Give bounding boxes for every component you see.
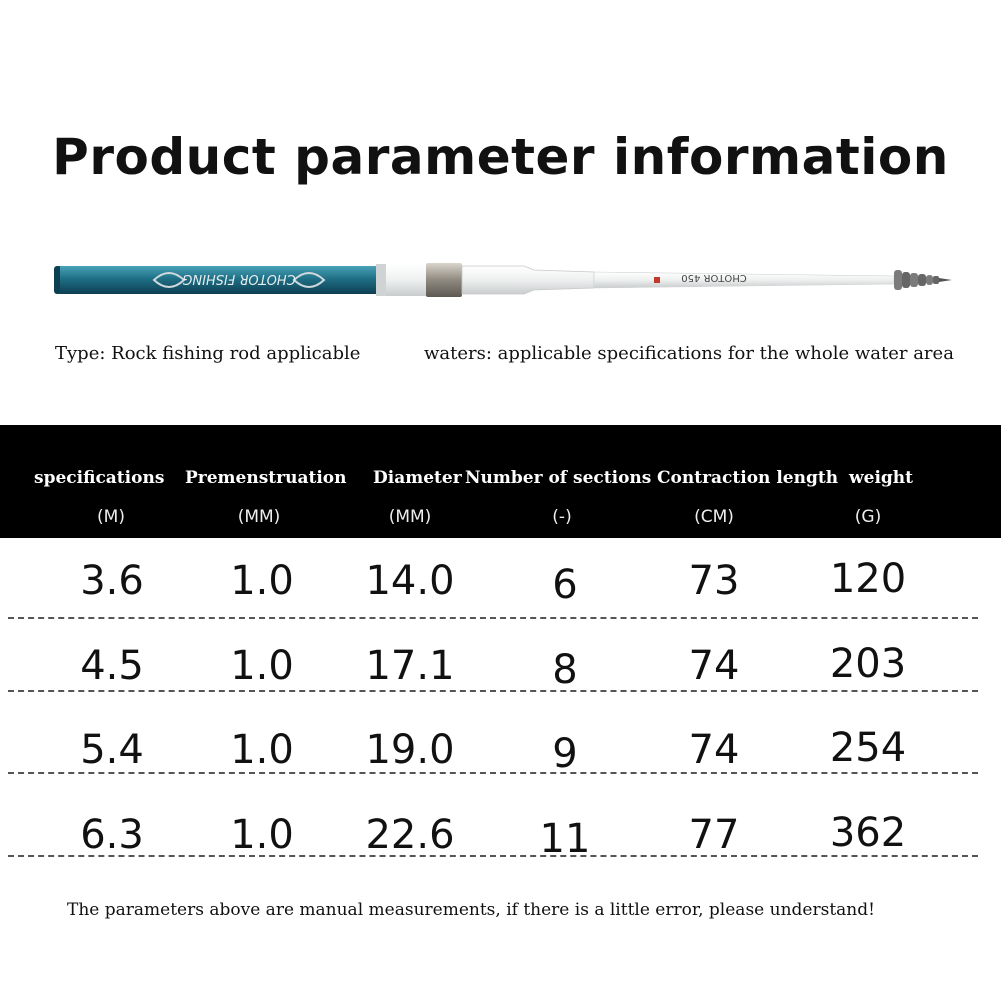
header-contraction-length: Contraction length [657, 468, 839, 488]
cell-spec-row3: 5.4 [80, 727, 144, 773]
page-title: Product parameter information [52, 128, 949, 186]
cell-diameter-row3: 19.0 [365, 727, 455, 773]
cell-sections-row3: 9 [552, 731, 578, 777]
cell-diameter-row2: 17.1 [365, 643, 455, 689]
cell-contraction-row4: 77 [688, 812, 740, 858]
row-divider [8, 617, 978, 619]
cell-weight-row1: 120 [829, 556, 907, 602]
rod-model-text: CHOTOR 450 [681, 272, 747, 283]
cell-diameter-row4: 22.6 [365, 812, 455, 858]
rod-waters-text: waters: applicable specifications for the whole water area [424, 343, 954, 364]
header-specifications: specifications [34, 468, 165, 488]
cell-sections-row1: 6 [552, 562, 578, 608]
row-divider [8, 855, 978, 857]
header-premenstruation: Premenstruation [185, 468, 347, 488]
fishing-rod-image [54, 250, 954, 310]
cell-weight-row3: 254 [829, 725, 907, 771]
cell-weight-row4: 362 [829, 810, 907, 856]
cell-sections-row4: 11 [539, 816, 591, 862]
cell-contraction-row1: 73 [688, 558, 740, 604]
header-number-of-sections: Number of sections [465, 468, 652, 488]
cell-spec-row4: 6.3 [80, 812, 144, 858]
cell-diameter-row1: 14.0 [365, 558, 455, 604]
cell-premenstruation-row3: 1.0 [230, 727, 294, 773]
unit-weight: (G) [854, 507, 882, 527]
rod-brand-text: CHOTOR FISHING [182, 271, 296, 286]
disclaimer-text: The parameters above are manual measurements, if there is a little error, please understand! [67, 900, 875, 920]
cell-weight-row2: 203 [829, 641, 907, 687]
unit-contraction-length: (CM) [694, 507, 734, 527]
cell-premenstruation-row1: 1.0 [230, 558, 294, 604]
row-divider [8, 772, 978, 774]
rod-type-text: Type: Rock fishing rod applicable [55, 343, 361, 364]
cell-spec-row1: 3.6 [80, 558, 144, 604]
header-diameter: Diameter [373, 468, 462, 488]
header-weight: weight [849, 468, 914, 488]
unit-specifications: (M) [97, 507, 125, 527]
cell-contraction-row2: 74 [688, 643, 740, 689]
cell-premenstruation-row4: 1.0 [230, 812, 294, 858]
cell-sections-row2: 8 [552, 647, 578, 693]
row-divider [8, 690, 978, 692]
unit-diameter: (MM) [388, 507, 432, 527]
cell-premenstruation-row2: 1.0 [230, 643, 294, 689]
unit-number-of-sections: (-) [552, 507, 572, 527]
cell-spec-row2: 4.5 [80, 643, 144, 689]
cell-contraction-row3: 74 [688, 727, 740, 773]
unit-premenstruation: (MM) [237, 507, 281, 527]
